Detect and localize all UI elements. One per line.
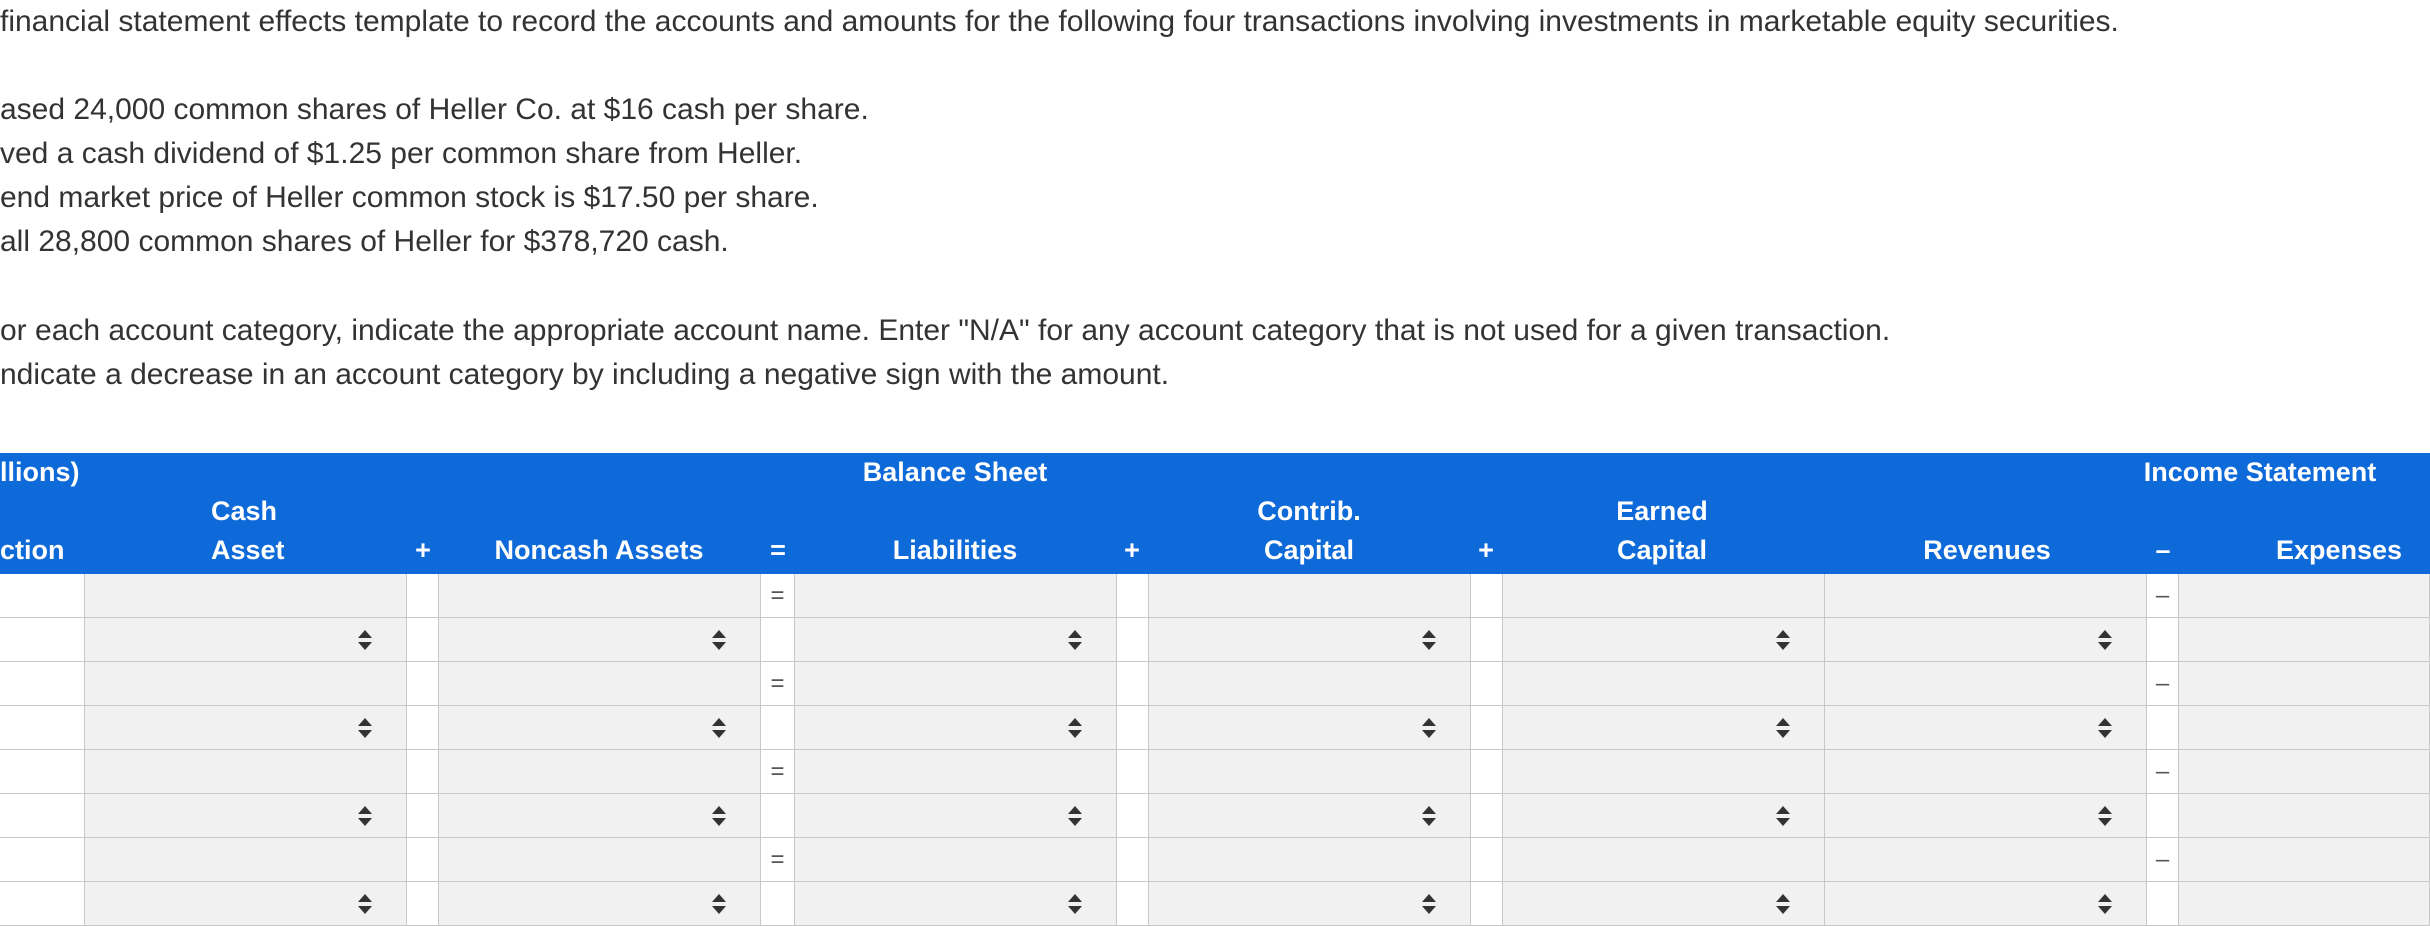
select-arrows-icon[interactable]	[712, 630, 726, 650]
plus-cell-amount	[407, 574, 439, 617]
expenses-cell-amount[interactable]	[2179, 750, 2430, 793]
cash-cell-amount[interactable]	[85, 574, 407, 617]
plus-cell-amount	[1471, 662, 1503, 705]
plus-cell-account	[1471, 618, 1503, 661]
minus-sign: –	[2155, 581, 2170, 609]
earned-capital-cell-account[interactable]	[1503, 706, 1825, 749]
select-arrows-icon[interactable]	[1776, 806, 1790, 826]
plus-cell-account	[407, 706, 439, 749]
plus-cell-account	[1117, 706, 1149, 749]
equals-cell-amount	[761, 750, 795, 793]
select-arrows-icon[interactable]	[712, 806, 726, 826]
select-arrows-icon[interactable]	[358, 806, 372, 826]
caret-down-icon	[2098, 906, 2112, 914]
revenues-cell-account[interactable]	[1825, 882, 2147, 925]
amount-row	[0, 574, 2430, 618]
caret-down-icon	[358, 818, 372, 826]
caret-down-icon	[1068, 906, 1082, 914]
noncash-cell-amount[interactable]	[439, 838, 761, 881]
plus-cell-amount	[407, 750, 439, 793]
caret-up-icon	[2098, 806, 2112, 814]
caret-down-icon	[2098, 642, 2112, 650]
plus-cell-amount	[1471, 838, 1503, 881]
liabilities-cell-amount[interactable]	[795, 574, 1117, 617]
caret-up-icon	[358, 630, 372, 638]
transaction-cell-amount[interactable]	[0, 838, 85, 881]
plus-cell-amount	[1471, 750, 1503, 793]
contrib-capital-cell-account[interactable]	[1149, 794, 1471, 837]
plus-cell-account	[407, 882, 439, 925]
liabilities-cell-amount[interactable]	[795, 750, 1117, 793]
cash-cell-account[interactable]	[85, 794, 407, 837]
transaction-cell-amount[interactable]	[0, 662, 85, 705]
earned-capital-cell-amount[interactable]	[1503, 838, 1825, 881]
caret-up-icon	[1068, 718, 1082, 726]
select-arrows-icon[interactable]	[1422, 806, 1436, 826]
equals-cell-account	[761, 794, 795, 837]
cash-heading-line2: Asset	[211, 535, 285, 565]
liabilities-cell-account[interactable]	[795, 794, 1117, 837]
caret-down-icon	[712, 818, 726, 826]
transaction-cell-account[interactable]	[0, 706, 85, 749]
select-arrows-icon[interactable]	[358, 718, 372, 738]
expenses-cell-account[interactable]	[2179, 794, 2430, 837]
plus-operator-3: +	[1478, 535, 1494, 565]
plus-cell-account	[1471, 706, 1503, 749]
account-row	[0, 794, 2430, 838]
select-arrows-icon[interactable]	[2098, 894, 2112, 914]
select-arrows-icon[interactable]	[1068, 806, 1082, 826]
caret-down-icon	[1068, 642, 1082, 650]
plus-cell-amount	[1117, 574, 1149, 617]
expenses-cell-amount[interactable]	[2179, 662, 2430, 705]
caret-down-icon	[1068, 730, 1082, 738]
plus-cell-amount	[1117, 750, 1149, 793]
select-arrows-icon[interactable]	[1422, 718, 1436, 738]
noncash-assets-heading: Noncash Assets	[494, 535, 704, 565]
minus-cell-amount	[2147, 750, 2179, 793]
cash-heading-line1: Cash	[211, 496, 278, 526]
select-arrows-icon[interactable]	[1422, 630, 1436, 650]
select-arrows-icon[interactable]	[1776, 630, 1790, 650]
plus-cell-account	[1117, 618, 1149, 661]
equals-cell-amount	[761, 574, 795, 617]
noncash-cell-amount[interactable]	[439, 574, 761, 617]
transaction-3: end market price of Heller common stock is $17.50 per share.	[0, 181, 819, 214]
caret-down-icon	[712, 642, 726, 650]
transaction-cell-amount[interactable]	[0, 750, 85, 793]
amount-row	[0, 750, 2430, 794]
cash-cell-amount[interactable]	[85, 750, 407, 793]
contrib-capital-cell-amount[interactable]	[1149, 838, 1471, 881]
remark-1: or each account category, indicate the appropriate account name. Enter "N/A" for any account category that is not used for a given transaction.	[0, 314, 1891, 347]
cash-cell-amount[interactable]	[85, 838, 407, 881]
revenues-cell-account[interactable]	[1825, 706, 2147, 749]
caret-up-icon	[1068, 630, 1082, 638]
contrib-capital-cell-amount[interactable]	[1149, 662, 1471, 705]
units-label: llions)	[0, 457, 80, 487]
minus-cell-account	[2147, 794, 2179, 837]
plus-cell-amount	[407, 838, 439, 881]
caret-down-icon	[712, 906, 726, 914]
minus-cell-amount	[2147, 662, 2179, 705]
minus-cell-account	[2147, 882, 2179, 925]
select-arrows-icon[interactable]	[2098, 630, 2112, 650]
contrib-capital-cell-amount[interactable]	[1149, 574, 1471, 617]
equals-cell-amount	[761, 838, 795, 881]
contrib-heading-line1: Contrib.	[1257, 496, 1361, 526]
minus-cell-amount	[2147, 838, 2179, 881]
caret-up-icon	[1776, 894, 1790, 902]
account-row	[0, 706, 2430, 750]
select-arrows-icon[interactable]	[712, 718, 726, 738]
minus-operator: –	[2155, 535, 2171, 565]
instructions-intro: financial statement effects template to record the accounts and amounts for the following four transactions involving investments in marketable equity securities.	[0, 5, 2119, 38]
select-arrows-icon[interactable]	[358, 894, 372, 914]
caret-up-icon	[712, 718, 726, 726]
noncash-cell-account[interactable]	[439, 618, 761, 661]
caret-up-icon	[2098, 718, 2112, 726]
caret-up-icon	[358, 806, 372, 814]
expenses-heading: Expenses	[2275, 535, 2403, 565]
amount-row	[0, 838, 2430, 882]
caret-up-icon	[712, 630, 726, 638]
equals-sign: =	[770, 757, 785, 785]
cash-cell-account[interactable]	[85, 882, 407, 925]
revenues-heading: Revenues	[1923, 535, 2051, 565]
equals-cell-account	[761, 882, 795, 925]
caret-up-icon	[1422, 806, 1436, 814]
earned-capital-cell-account[interactable]	[1503, 618, 1825, 661]
liabilities-cell-account[interactable]	[795, 706, 1117, 749]
earned-capital-cell-account[interactable]	[1503, 882, 1825, 925]
equals-cell-amount	[761, 662, 795, 705]
select-arrows-icon[interactable]	[2098, 806, 2112, 826]
caret-up-icon	[1422, 630, 1436, 638]
equals-sign: =	[770, 581, 785, 609]
caret-up-icon	[1068, 806, 1082, 814]
equals-operator: =	[770, 535, 786, 565]
transaction-4: all 28,800 common shares of Heller for $378,720 cash.	[0, 225, 729, 258]
plus-operator-1: +	[415, 535, 431, 565]
earned-capital-cell-amount[interactable]	[1503, 662, 1825, 705]
equals-cell-account	[761, 618, 795, 661]
income-statement-heading: Income Statement	[2143, 457, 2377, 487]
caret-down-icon	[358, 906, 372, 914]
plus-cell-account	[407, 794, 439, 837]
caret-down-icon	[1422, 642, 1436, 650]
liabilities-cell-amount[interactable]	[795, 662, 1117, 705]
revenues-cell-amount[interactable]	[1825, 838, 2147, 881]
caret-down-icon	[358, 642, 372, 650]
balance-sheet-heading: Balance Sheet	[862, 457, 1048, 487]
equals-cell-account	[761, 706, 795, 749]
caret-down-icon	[1776, 642, 1790, 650]
contrib-heading-line2: Capital	[1263, 535, 1355, 565]
plus-cell-amount	[1117, 838, 1149, 881]
noncash-cell-account[interactable]	[439, 882, 761, 925]
liabilities-cell-account[interactable]	[795, 618, 1117, 661]
revenues-cell-account[interactable]	[1825, 794, 2147, 837]
transaction-cell-account[interactable]	[0, 882, 85, 925]
plus-cell-account	[1471, 794, 1503, 837]
earned-heading-line2: Capital	[1616, 535, 1708, 565]
plus-operator-2: +	[1124, 535, 1140, 565]
expenses-cell-amount[interactable]	[2179, 574, 2430, 617]
liabilities-cell-amount[interactable]	[795, 838, 1117, 881]
caret-down-icon	[358, 730, 372, 738]
select-arrows-icon[interactable]	[1068, 630, 1082, 650]
transaction-cell-account[interactable]	[0, 618, 85, 661]
select-arrows-icon[interactable]	[1422, 894, 1436, 914]
liabilities-heading: Liabilities	[892, 535, 1018, 565]
minus-sign: –	[2155, 757, 2170, 785]
transaction-1: ased 24,000 common shares of Heller Co. at $16 cash per share.	[0, 93, 869, 126]
earned-heading-line1: Earned	[1616, 496, 1708, 526]
expenses-cell-amount[interactable]	[2179, 838, 2430, 881]
plus-cell-account	[1117, 794, 1149, 837]
earned-capital-cell-amount[interactable]	[1503, 574, 1825, 617]
minus-cell-amount	[2147, 574, 2179, 617]
transaction-cell-amount[interactable]	[0, 574, 85, 617]
select-arrows-icon[interactable]	[2098, 718, 2112, 738]
cash-cell-account[interactable]	[85, 618, 407, 661]
caret-up-icon	[2098, 630, 2112, 638]
plus-cell-account	[1471, 882, 1503, 925]
liabilities-cell-account[interactable]	[795, 882, 1117, 925]
caret-up-icon	[1776, 718, 1790, 726]
transaction-heading: ction	[0, 535, 65, 565]
account-row	[0, 882, 2430, 926]
revenues-cell-amount[interactable]	[1825, 750, 2147, 793]
minus-sign: –	[2155, 669, 2170, 697]
select-arrows-icon[interactable]	[1776, 894, 1790, 914]
caret-up-icon	[1068, 894, 1082, 902]
caret-up-icon	[1422, 894, 1436, 902]
noncash-cell-amount[interactable]	[439, 662, 761, 705]
noncash-cell-amount[interactable]	[439, 750, 761, 793]
caret-up-icon	[1776, 630, 1790, 638]
select-arrows-icon[interactable]	[1776, 718, 1790, 738]
transaction-2: ved a cash dividend of $1.25 per common share from Heller.	[0, 137, 803, 170]
expenses-cell-account[interactable]	[2179, 618, 2430, 661]
plus-cell-account	[407, 618, 439, 661]
plus-cell-amount	[1117, 662, 1149, 705]
expenses-cell-account[interactable]	[2179, 706, 2430, 749]
select-arrows-icon[interactable]	[1068, 718, 1082, 738]
noncash-cell-account[interactable]	[439, 706, 761, 749]
caret-down-icon	[1422, 730, 1436, 738]
caret-up-icon	[2098, 894, 2112, 902]
caret-down-icon	[1776, 906, 1790, 914]
minus-cell-account	[2147, 706, 2179, 749]
caret-up-icon	[358, 718, 372, 726]
cash-cell-account[interactable]	[85, 706, 407, 749]
select-arrows-icon[interactable]	[1068, 894, 1082, 914]
caret-down-icon	[1068, 818, 1082, 826]
equals-sign: =	[770, 845, 785, 873]
account-row	[0, 618, 2430, 662]
caret-down-icon	[1776, 730, 1790, 738]
select-arrows-icon[interactable]	[712, 894, 726, 914]
contrib-capital-cell-amount[interactable]	[1149, 750, 1471, 793]
minus-sign: –	[2155, 845, 2170, 873]
contrib-capital-cell-account[interactable]	[1149, 882, 1471, 925]
revenues-cell-amount[interactable]	[1825, 662, 2147, 705]
caret-up-icon	[1776, 806, 1790, 814]
equals-sign: =	[770, 669, 785, 697]
caret-down-icon	[1422, 818, 1436, 826]
revenues-cell-account[interactable]	[1825, 618, 2147, 661]
plus-cell-account	[1117, 882, 1149, 925]
plus-cell-amount	[407, 662, 439, 705]
revenues-cell-amount[interactable]	[1825, 574, 2147, 617]
amount-row	[0, 662, 2430, 706]
minus-cell-account	[2147, 618, 2179, 661]
caret-down-icon	[2098, 818, 2112, 826]
cash-cell-amount[interactable]	[85, 662, 407, 705]
earned-capital-cell-account[interactable]	[1503, 794, 1825, 837]
transaction-cell-account[interactable]	[0, 794, 85, 837]
caret-down-icon	[1422, 906, 1436, 914]
caret-up-icon	[1422, 718, 1436, 726]
template-header	[0, 453, 2430, 574]
caret-down-icon	[1776, 818, 1790, 826]
caret-down-icon	[2098, 730, 2112, 738]
caret-up-icon	[358, 894, 372, 902]
caret-up-icon	[712, 894, 726, 902]
contrib-capital-cell-account[interactable]	[1149, 706, 1471, 749]
expenses-cell-account[interactable]	[2179, 882, 2430, 925]
noncash-cell-account[interactable]	[439, 794, 761, 837]
select-arrows-icon[interactable]	[358, 630, 372, 650]
caret-down-icon	[712, 730, 726, 738]
remark-2: ndicate a decrease in an account category by including a negative sign with the amount.	[0, 358, 1170, 391]
plus-cell-amount	[1471, 574, 1503, 617]
earned-capital-cell-amount[interactable]	[1503, 750, 1825, 793]
contrib-capital-cell-account[interactable]	[1149, 618, 1471, 661]
caret-up-icon	[712, 806, 726, 814]
